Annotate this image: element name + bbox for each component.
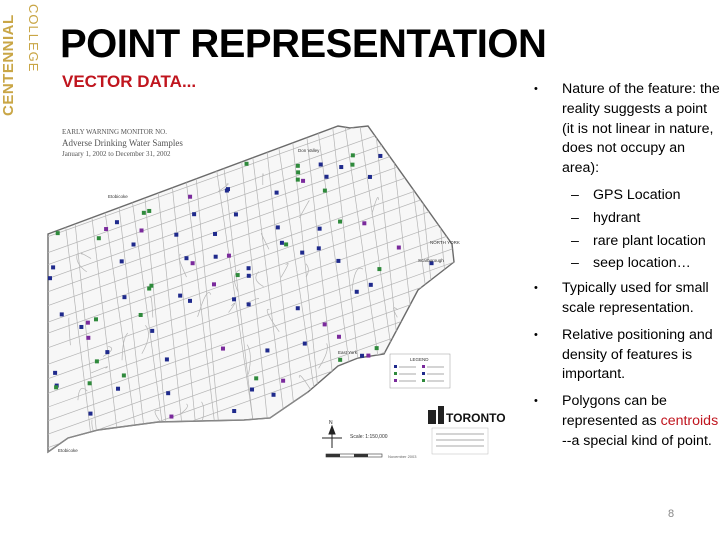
map-point-marker xyxy=(174,233,178,237)
map-point-marker xyxy=(351,153,355,157)
centroids-highlight: centroids xyxy=(660,412,719,429)
map-point-marker xyxy=(184,256,188,260)
map-point-marker xyxy=(397,246,401,250)
map-point-marker xyxy=(275,191,279,195)
sub-bullet-text: hydrant xyxy=(593,209,641,226)
map-point-marker xyxy=(360,354,364,358)
bullet-2-text: Typically used for small scale representation. xyxy=(562,280,709,316)
map-point-marker xyxy=(296,178,300,182)
logo-word-college: COLLEGE xyxy=(26,4,41,73)
map-point-marker xyxy=(247,302,251,306)
map-point-marker xyxy=(247,266,251,270)
map-point-marker xyxy=(377,267,381,271)
map-point-marker xyxy=(355,290,359,294)
map-point-marker xyxy=(191,261,195,265)
map-point-marker xyxy=(142,211,146,215)
map-point-marker xyxy=(56,231,60,235)
compass-label: N xyxy=(329,420,333,426)
map-point-marker xyxy=(139,313,143,317)
map-point-marker xyxy=(122,373,126,377)
map-point-marker xyxy=(188,195,192,199)
bullet-4-prefix: Polygons can be represented as xyxy=(562,393,667,429)
map-point-marker xyxy=(281,379,285,383)
slide-subtitle: VECTOR DATA... xyxy=(62,72,197,91)
map-point-marker xyxy=(97,236,101,240)
place-label-2: Etobicoke xyxy=(108,194,128,199)
map-point-marker xyxy=(169,415,173,419)
map-point-marker xyxy=(362,221,366,225)
map-point-marker xyxy=(369,283,373,287)
map-point-marker xyxy=(318,227,322,231)
bullet-item-2 xyxy=(532,279,720,319)
map-point-marker xyxy=(213,232,217,236)
legend-swatch xyxy=(394,372,397,375)
map-point-marker xyxy=(122,295,126,299)
map-point-marker xyxy=(54,385,58,389)
bullet-list xyxy=(532,80,720,459)
legend-swatch xyxy=(422,372,425,375)
legend-swatch xyxy=(394,379,397,382)
map-point-marker xyxy=(225,189,229,193)
bullet-item-1 xyxy=(532,80,720,179)
sub-bullet-1: – GPS Location xyxy=(571,186,681,203)
map-point-marker xyxy=(254,376,258,380)
map-point-marker xyxy=(88,412,92,416)
map-point-marker xyxy=(375,346,379,350)
sub-bullet-text: GPS Location xyxy=(593,186,681,203)
sub-bullet-2: – hydrant xyxy=(571,209,641,226)
map-point-marker xyxy=(166,391,170,395)
map-point-marker xyxy=(284,242,288,246)
place-label-6: NORTH YORK xyxy=(430,240,460,245)
bullet-marker: • xyxy=(534,282,538,295)
scale-text: Scale: 1:150,000 xyxy=(350,434,388,440)
map-point-marker xyxy=(192,212,196,216)
map-point-marker xyxy=(338,358,342,362)
college-logo xyxy=(0,0,41,120)
map-point-marker xyxy=(337,335,341,339)
map-point-marker xyxy=(350,163,354,167)
map-footer-text: November 2003 xyxy=(388,454,417,459)
map-point-marker xyxy=(132,242,136,246)
place-label-1: Etobicoke xyxy=(58,448,78,453)
bullet-item-4 xyxy=(532,392,720,451)
map-point-marker xyxy=(212,282,216,286)
logo-word-centennial: CENTENNIAL xyxy=(0,14,17,116)
map-point-marker xyxy=(79,325,83,329)
map-header-line-2: Adverse Drinking Water Samples xyxy=(62,138,183,148)
map-point-marker xyxy=(214,255,218,259)
map-point-marker xyxy=(301,179,305,183)
map-point-marker xyxy=(147,287,151,291)
map-point-marker xyxy=(165,357,169,361)
map-point-marker xyxy=(105,350,109,354)
map-point-marker xyxy=(60,312,64,316)
bullet-1-text: Nature of the feature: the reality suggests a point (it is not linear in nature, does not occupy an area): xyxy=(562,81,720,177)
map-legend xyxy=(390,354,450,388)
sub-bullet-4: – seep location… xyxy=(571,255,691,272)
map-point-marker xyxy=(245,162,249,166)
map-point-marker xyxy=(140,228,144,232)
legend-swatch xyxy=(422,365,425,368)
map-point-marker xyxy=(336,259,340,263)
map-point-marker xyxy=(339,165,343,169)
map-point-marker xyxy=(221,347,225,351)
map-point-marker xyxy=(296,164,300,168)
map-point-marker xyxy=(296,170,300,174)
map-point-marker xyxy=(115,220,119,224)
map-point-marker xyxy=(236,273,240,277)
map-point-marker xyxy=(265,348,269,352)
map-point-marker xyxy=(323,322,327,326)
page-number: 8 xyxy=(668,508,675,520)
bullet-4-suffix: --a special kind of point. xyxy=(562,432,712,449)
place-label-5: East York xyxy=(338,350,358,355)
place-label-3: Scarborough xyxy=(418,258,444,263)
map-point-marker xyxy=(48,276,52,280)
legend-swatch xyxy=(422,379,425,382)
map-point-marker xyxy=(368,175,372,179)
bullet-marker: • xyxy=(534,395,538,408)
map-point-marker xyxy=(86,336,90,340)
map-point-marker xyxy=(120,259,124,263)
map-point-marker xyxy=(276,225,280,229)
bullet-marker: • xyxy=(534,83,538,95)
map-point-marker xyxy=(104,227,108,231)
map-point-marker xyxy=(366,354,370,358)
map-point-marker xyxy=(178,294,182,298)
map-point-marker xyxy=(234,212,238,216)
map-header-line-3: January 1, 2002 to December 31, 2002 xyxy=(62,150,171,158)
map-point-marker xyxy=(150,329,154,333)
bullet-item-3 xyxy=(532,326,720,385)
map-point-marker xyxy=(147,209,151,213)
map-point-marker xyxy=(247,274,251,278)
map-point-marker xyxy=(53,371,57,375)
map-point-marker xyxy=(94,317,98,321)
map-point-marker xyxy=(296,306,300,310)
map-point-marker xyxy=(232,297,236,301)
map-point-marker xyxy=(227,254,231,258)
map-header xyxy=(62,128,183,158)
sub-bullet-text: rare plant location xyxy=(593,232,706,249)
map-point-marker xyxy=(116,387,120,391)
city-logo-text: TORONTO xyxy=(446,411,506,425)
map-point-marker xyxy=(272,393,276,397)
slide-title: POINT REPRESENTATION xyxy=(60,22,547,66)
legend-title: LEGEND xyxy=(410,357,429,362)
bullet-3-text: Relative positioning and density of features is important. xyxy=(562,326,713,383)
map-point-marker xyxy=(250,387,254,391)
sub-bullet-3: – rare plant location xyxy=(571,232,706,249)
legend-swatch xyxy=(394,365,397,368)
map-point-marker xyxy=(95,359,99,363)
map-point-marker xyxy=(86,321,90,325)
scale-bar xyxy=(326,454,382,457)
map-point-marker xyxy=(325,175,329,179)
map-point-marker xyxy=(300,251,304,255)
toronto-point-map xyxy=(38,122,506,468)
map-point-marker xyxy=(323,189,327,193)
place-label-4: Don Valley xyxy=(298,148,320,153)
bullet-4-text xyxy=(562,393,718,449)
map-point-marker xyxy=(232,409,236,413)
map-point-marker xyxy=(319,163,323,167)
bullet-marker: • xyxy=(534,328,538,341)
map-point-marker xyxy=(317,246,321,250)
map-point-marker xyxy=(280,241,284,245)
map-point-marker xyxy=(88,381,92,385)
map-point-marker xyxy=(51,265,55,269)
map-header-line-1: EARLY WARNING MONITOR NO. xyxy=(62,128,167,136)
map-point-marker xyxy=(188,299,192,303)
sub-bullet-text: seep location… xyxy=(593,255,691,272)
map-point-marker xyxy=(338,220,342,224)
map-point-marker xyxy=(303,342,307,346)
map-point-marker xyxy=(378,154,382,158)
